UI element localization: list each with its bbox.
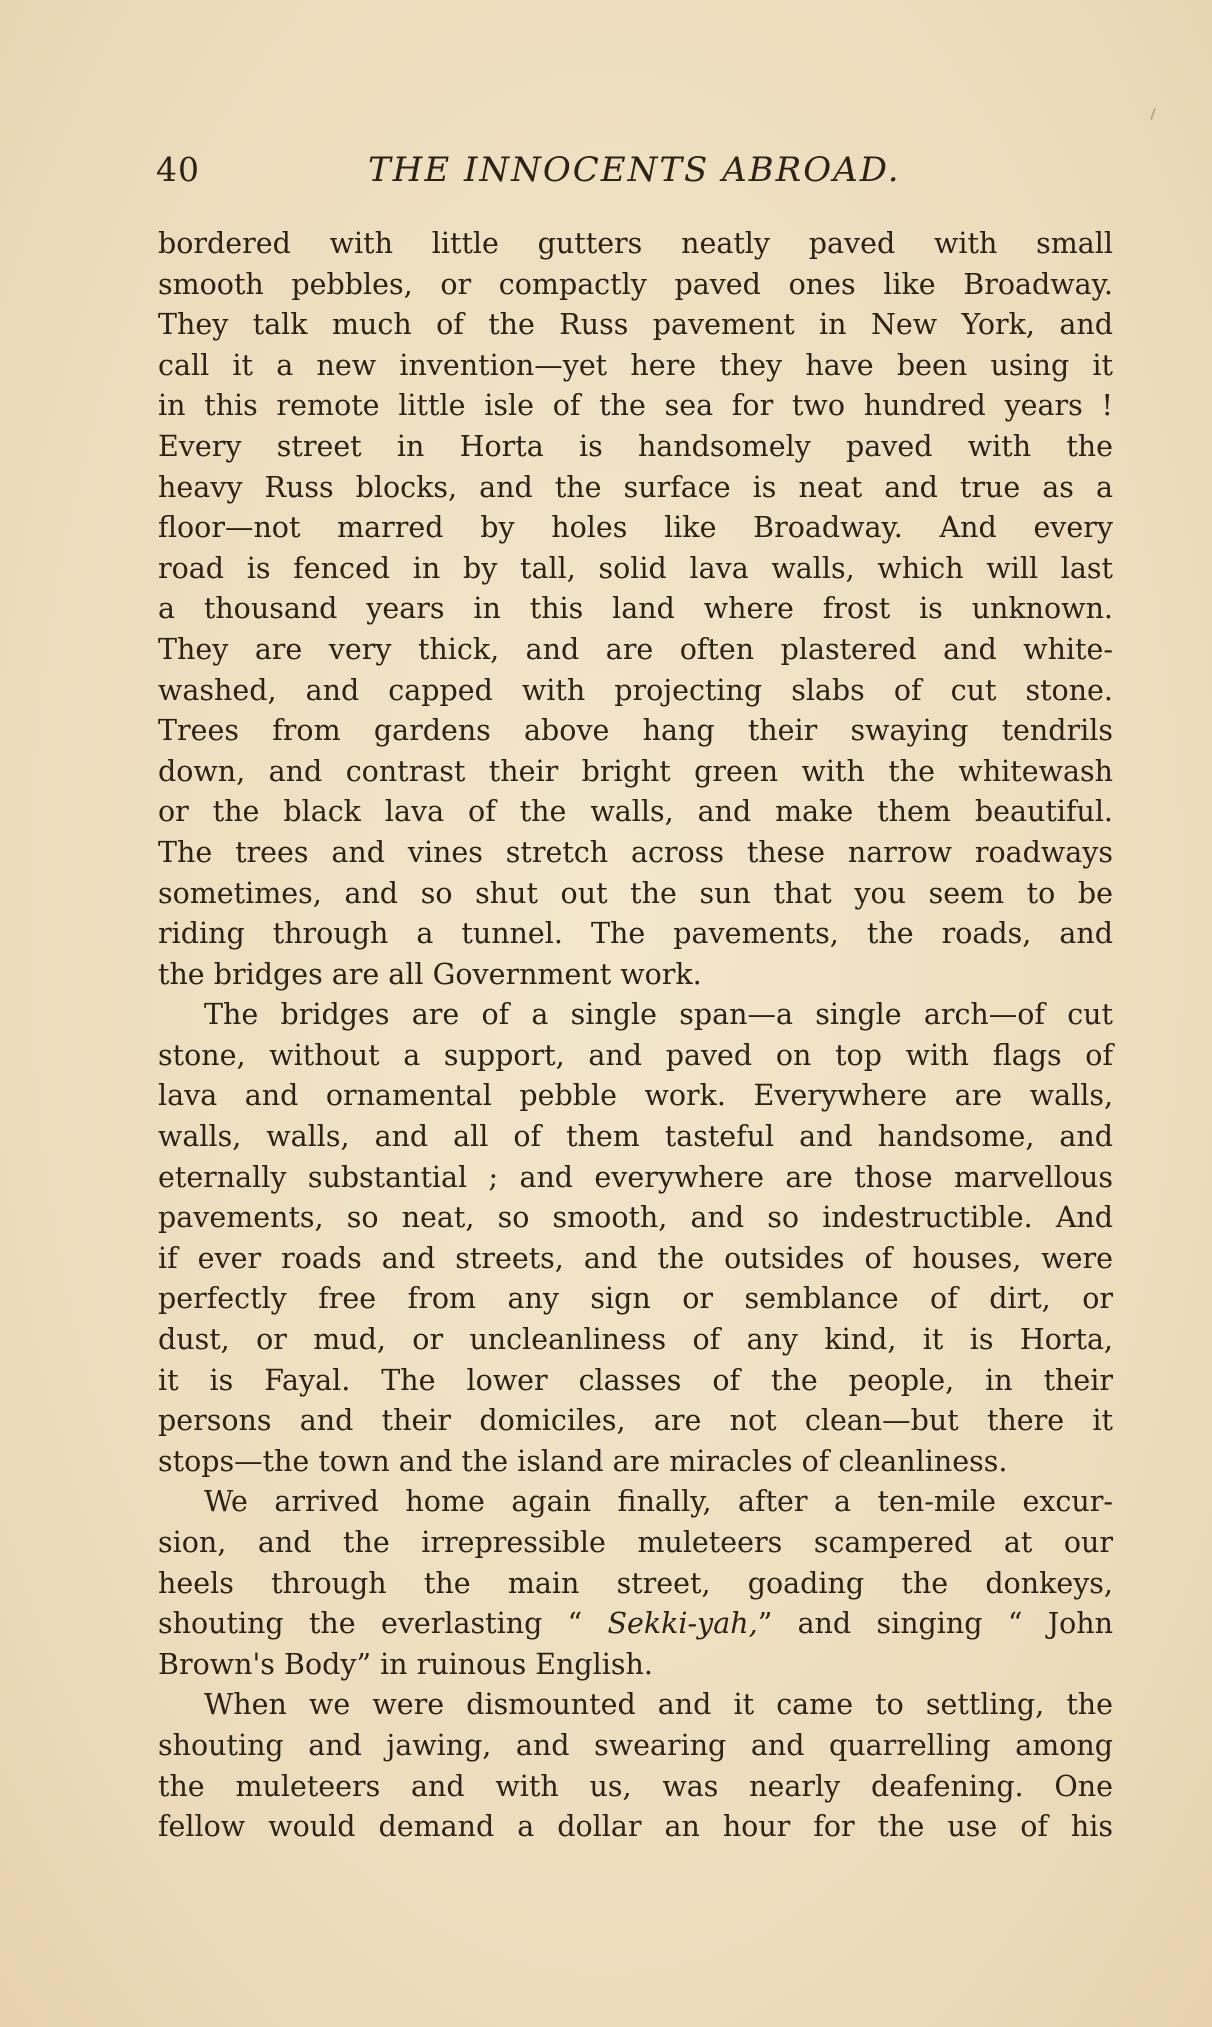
text-line: road is fenced in by tall, solid lava walls, which will last [158,551,1113,585]
text-line: stone, without a support, and paved on top with flags of [158,1038,1113,1072]
text-line: sion, and the irrepressible muleteers scampered at our [158,1526,1113,1559]
text-line [158,1604,1113,1645]
text-line: They talk much of the Russ pavement in New York, and [158,308,1113,342]
text-line: washed, and capped with projecting slabs of cut stone. [158,673,1113,707]
page-number: 40 [156,150,200,189]
text-line: persons and their domiciles, are not clean—but there it [158,1404,1113,1438]
text-line: heels through the main street, goading the donkeys, [158,1566,1113,1600]
paragraph-last-line: stops—the town and the island are miracles of cleanliness. [158,1444,1008,1478]
page-header [156,150,1046,200]
text-line: bordered with little gutters neatly paved with small [158,227,1113,260]
text-line: shouting and jawing, and swearing and quarrelling among [158,1728,1113,1762]
paragraph-first-line: When we were dismounted and it came to settling, the [204,1688,1113,1722]
text-line: eternally substantial ; and everywhere are those marvellous [158,1160,1113,1194]
paragraph-first-line: We arrived home again finally, after a ten-mile excur- [204,1485,1113,1519]
text-line: if ever roads and streets, and the outsides of houses, were [158,1241,1113,1275]
stray-ink-mark [1150,108,1156,120]
running-title: THE INNOCENTS ABROAD. [368,150,901,190]
line-segment: shouting the everlasting “ [158,1607,608,1641]
text-line: or the black lava of the walls, and make them beautiful. [158,795,1113,829]
body-text [158,224,1113,1848]
text-line: Every street in Horta is handsomely paved with the [158,429,1113,463]
text-line: heavy Russ blocks, and the surface is neat and true as a [158,470,1113,504]
text-line: sometimes, and so shut out the sun that you seem to be [158,876,1113,910]
text-line: The trees and vines stretch across these narrow roadways [158,835,1113,869]
text-line: lava and ornamental pebble work. Everywhere are walls, [158,1079,1113,1113]
text-line: Trees from gardens above hang their swaying tendrils [158,714,1113,748]
paragraph-first-line: The bridges are of a single span—a single arch—of cut [204,998,1113,1032]
text-line: riding through a tunnel. The pavements, the roads, and [158,917,1113,951]
text-line: smooth pebbles, or compactly paved ones like Broadway. [158,267,1113,301]
italic-exclamation: Sekki-yah, [607,1607,758,1641]
paragraph-last-line: Brown's Body” in ruinous English. [158,1647,653,1681]
text-line: fellow would demand a dollar an hour for the use of his [158,1810,1113,1844]
text-line: the muleteers and with us, was nearly deafening. One [158,1769,1113,1803]
line-segment: ” and singing “ John [757,1607,1113,1641]
text-line: pavements, so neat, so smooth, and so indestructible. And [158,1201,1113,1235]
text-line: walls, walls, and all of them tasteful and handsome, and [158,1120,1113,1154]
text-line: it is Fayal. The lower classes of the people, in their [158,1363,1113,1397]
text-line: dust, or mud, or uncleanliness of any kind, it is Horta, [158,1323,1113,1357]
text-line: They are very thick, and are often plastered and white- [158,632,1113,666]
text-line: call it a new invention—yet here they have been using it [158,348,1113,382]
text-line: in this remote little isle of the sea for two hundred years ! [158,389,1113,423]
text-line: a thousand years in this land where frost is unknown. [158,592,1113,626]
text-line: perfectly free from any sign or semblance of dirt, or [158,1282,1113,1316]
text-line: down, and contrast their bright green with the whitewash [158,754,1113,788]
paragraph-last-line: the bridges are all Government work. [158,957,702,991]
text-line: floor—not marred by holes like Broadway. And every [158,511,1113,545]
